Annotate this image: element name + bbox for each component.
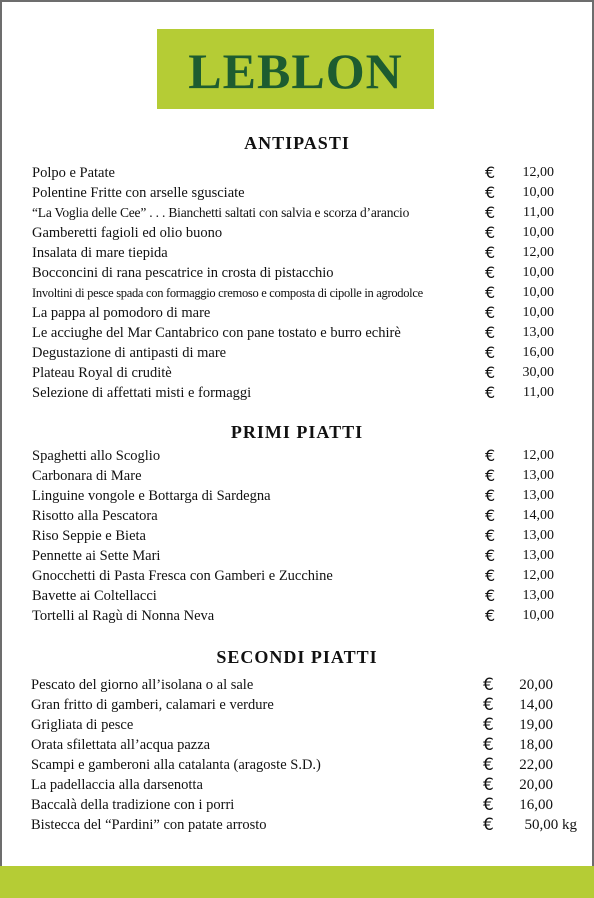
menu-item — [32, 323, 572, 343]
brand-name: LEBLON — [188, 43, 403, 99]
item-name: Baccalà della tradizione con i porri — [31, 797, 235, 813]
item-price: 10,00 — [522, 265, 554, 280]
item-price: 13,00 — [522, 468, 554, 483]
section-title-primi-piatti: PRIMI PIATTI — [230, 422, 364, 442]
item-name: Involtini di pesce spada con formaggio cremoso e composta di cipolle in agrodolce — [32, 286, 423, 300]
item-price: 19,00 — [519, 717, 553, 733]
item-name: “La Voglia delle Cee” . . . Bianchetti saltati con salvia e scorza d’arancio — [32, 205, 410, 220]
euro-symbol: € — [485, 343, 496, 362]
menu-item — [32, 243, 572, 263]
euro-symbol: € — [485, 466, 496, 485]
menu-item — [32, 203, 572, 223]
menu-item — [32, 363, 572, 383]
euro-symbol: € — [485, 323, 496, 342]
item-name: Polentine Fritte con arselle sgusciate — [32, 185, 245, 201]
menu-item — [32, 546, 572, 566]
menu-item — [31, 775, 577, 795]
item-price: 13,00 — [522, 548, 554, 563]
euro-symbol: € — [485, 383, 496, 402]
euro-symbol: € — [485, 546, 496, 565]
euro-symbol: € — [483, 795, 494, 815]
item-price: 10,00 — [522, 285, 554, 300]
menu-item — [32, 183, 572, 203]
item-price: 13,00 — [522, 488, 554, 503]
item-name: Bocconcini di rana pescatrice in crosta di pistacchio — [32, 265, 334, 281]
item-price: 12,00 — [522, 245, 554, 260]
item-price: 14,00 — [522, 508, 554, 523]
item-price: 14,00 — [519, 697, 553, 713]
menu-item — [32, 263, 572, 283]
item-price: 11,00 — [523, 205, 554, 220]
menu-item — [31, 755, 577, 775]
item-price: 13,00 — [522, 325, 554, 340]
item-name: Tortelli al Ragù di Nonna Neva — [32, 608, 215, 624]
item-price: 11,00 — [523, 385, 554, 400]
item-price: 12,00 — [522, 165, 554, 180]
item-name: La pappa al pomodoro di mare — [32, 305, 211, 321]
item-price: 12,00 — [522, 448, 554, 463]
item-name: Gamberetti fagioli ed olio buono — [32, 225, 223, 241]
item-name: La padellaccia alla darsenotta — [31, 777, 203, 793]
item-name: Polpo e Patate — [32, 165, 115, 181]
page-border-top — [0, 0, 594, 2]
menu-item — [32, 486, 572, 506]
item-name: Riso Seppie e Bieta — [32, 528, 146, 544]
item-price: 50,00 kg — [524, 817, 577, 833]
item-name: Pescato del giorno all’isolana o al sale — [31, 677, 254, 693]
item-price: 10,00 — [522, 305, 554, 320]
menu-item — [31, 735, 577, 755]
euro-symbol: € — [483, 815, 494, 835]
item-name: Linguine vongole e Bottarga di Sardegna — [32, 488, 271, 504]
euro-symbol: € — [483, 755, 494, 775]
item-name: Degustazione di antipasti di mare — [32, 345, 227, 361]
euro-symbol: € — [485, 363, 496, 382]
menu-item — [32, 283, 572, 303]
menu-item — [32, 526, 572, 546]
item-name: Risotto alla Pescatora — [32, 508, 158, 524]
item-name: Bistecca del “Pardini” con patate arrosto — [31, 817, 267, 833]
item-price: 18,00 — [519, 737, 553, 753]
menu-item — [31, 815, 577, 835]
footer-band — [0, 866, 594, 898]
item-name: Gran fritto di gamberi, calamari e verdure — [31, 697, 274, 713]
item-name: Grigliata di pesce — [31, 717, 134, 733]
item-name: Insalata di mare tiepida — [32, 245, 168, 261]
euro-symbol: € — [483, 715, 494, 735]
item-price: 10,00 — [522, 185, 554, 200]
item-price: 13,00 — [522, 528, 554, 543]
menu-item — [32, 383, 572, 403]
menu-item — [32, 606, 572, 626]
item-price: 30,00 — [522, 365, 554, 380]
section-title-secondi-piatti: SECONDI PIATTI — [216, 647, 378, 667]
item-price: 20,00 — [519, 677, 553, 693]
menu-item — [32, 466, 572, 486]
menu-item — [32, 163, 572, 183]
euro-symbol: € — [483, 775, 494, 795]
item-name: Gnocchetti di Pasta Fresca con Gamberi e Zucchine — [32, 568, 333, 584]
item-price: 10,00 — [522, 225, 554, 240]
menu-item — [31, 675, 577, 695]
item-price: 12,00 — [522, 568, 554, 583]
item-name: Le acciughe del Mar Cantabrico con pane tostato e burro echirè — [32, 325, 401, 341]
menu-item — [32, 506, 572, 526]
euro-symbol: € — [485, 606, 496, 625]
euro-symbol: € — [485, 486, 496, 505]
menu-item — [31, 695, 577, 715]
euro-symbol: € — [483, 675, 494, 695]
menu-item — [32, 566, 572, 586]
item-name: Spaghetti allo Scoglio — [32, 448, 161, 464]
euro-symbol: € — [485, 183, 496, 202]
menu-item — [32, 586, 572, 606]
euro-symbol: € — [485, 586, 496, 605]
euro-symbol: € — [485, 163, 496, 182]
section-title-antipasti: ANTIPASTI — [244, 133, 350, 153]
euro-symbol: € — [485, 303, 496, 322]
item-price: 13,00 — [522, 588, 554, 603]
euro-symbol: € — [485, 566, 496, 585]
euro-symbol: € — [485, 283, 496, 302]
euro-symbol: € — [485, 203, 496, 222]
item-price: 22,00 — [519, 757, 553, 773]
item-name: Selezione di affettati misti e formaggi — [32, 385, 252, 401]
menu-item — [32, 223, 572, 243]
menu-item — [31, 715, 577, 735]
item-price: 16,00 — [519, 797, 553, 813]
euro-symbol: € — [485, 446, 496, 465]
euro-symbol: € — [485, 506, 496, 525]
item-name: Plateau Royal di cruditè — [32, 365, 172, 381]
euro-symbol: € — [483, 695, 494, 715]
menu-item — [32, 446, 572, 466]
item-name: Pennette ai Sette Mari — [32, 548, 161, 564]
menu-item — [31, 795, 577, 815]
item-name: Orata sfilettata all’acqua pazza — [31, 737, 211, 753]
euro-symbol: € — [485, 223, 496, 242]
euro-symbol: € — [485, 263, 496, 282]
menu-item — [32, 343, 572, 363]
euro-symbol: € — [483, 735, 494, 755]
item-name: Carbonara di Mare — [32, 468, 142, 484]
menu-item — [32, 303, 572, 323]
item-price: 20,00 — [519, 777, 553, 793]
item-name: Scampi e gamberoni alla catalanta (aragoste S.D.) — [31, 757, 321, 773]
item-price: 10,00 — [522, 608, 554, 623]
euro-symbol: € — [485, 526, 496, 545]
item-price: 16,00 — [522, 345, 554, 360]
item-name: Bavette ai Coltellacci — [32, 588, 157, 604]
brand-logo — [157, 29, 434, 109]
euro-symbol: € — [485, 243, 496, 262]
